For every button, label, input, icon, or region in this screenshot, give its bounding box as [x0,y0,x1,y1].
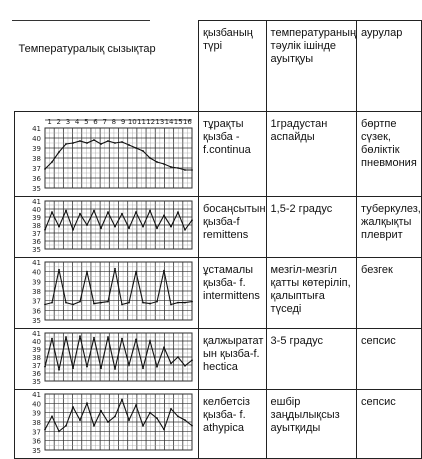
y-tick-label: 39 [32,144,41,153]
y-tick-label: 40 [32,337,41,346]
temperature-point [191,169,193,171]
table-row [15,111,422,196]
fever-type-cell: ұстамалы қызба- f. intermittens [199,257,267,328]
temperature-point [44,303,46,305]
y-tick-label: 41 [32,197,41,206]
temperature-point [135,404,137,406]
y-tick-label: 36 [32,306,41,315]
temperature-point [44,168,46,170]
y-tick-label: 40 [32,268,41,277]
temperature-point [93,209,95,211]
temperature-point [51,211,53,213]
temperature-point [107,336,109,338]
temperature-point [58,225,60,227]
temperature-point [142,367,144,369]
y-tick-label: 41 [32,124,41,133]
temperature-point [107,421,109,423]
header-daily-range: температураның тәулік ішінде ауытқуы [266,21,357,112]
day-label: 11 [137,117,146,126]
temperature-point [156,417,158,419]
temperature-point [107,211,109,213]
temperature-point [184,419,186,421]
temperature-point [100,367,102,369]
temperature-point [93,336,95,338]
chart-cell [15,389,199,458]
temperature-point [51,161,53,163]
disease-cell: туберкулез, жалқықты плеврит [357,196,422,257]
table-row [15,196,422,257]
table-row [15,389,422,458]
temperature-point [58,268,60,270]
temperature-curve-chart [15,112,198,192]
y-tick-label: 40 [32,134,41,143]
temperature-point [177,356,179,358]
temperature-point [72,142,74,144]
day-label: 9 [120,117,126,126]
temperature-point [135,338,137,340]
temperature-point [121,212,123,214]
fever-type-cell: қалжыратат ын қызба-f. hectica [199,328,267,389]
y-tick-label: 35 [32,184,41,193]
temperature-point [128,419,130,421]
y-tick-label: 38 [32,353,41,362]
temperature-point [51,301,53,303]
y-tick-label: 38 [32,221,41,230]
temperature-point [149,209,151,211]
temperature-point [79,419,81,421]
day-label: 6 [93,117,98,126]
temperature-point [177,167,179,169]
table-row [15,257,422,328]
temperature-point [149,157,151,159]
temperature-point [184,228,186,230]
temperature-point [184,301,186,303]
temperature-point [128,144,130,146]
temperature-point [58,430,60,432]
y-tick-label: 36 [32,437,41,446]
temperature-point [170,408,172,410]
y-tick-label: 39 [32,277,41,286]
temperature-point [170,303,172,305]
temperature-point [93,302,95,304]
temperature-point [149,302,151,304]
temperature-point [79,212,81,214]
day-label: 1 [47,117,52,126]
day-label: 13 [155,117,165,126]
chart-cell [15,196,199,257]
y-tick-label: 37 [32,361,41,370]
disease-cell: бөртпе сүзек, бөліктік пневмония [357,111,422,196]
y-tick-label: 35 [32,377,41,386]
temperature-point [86,402,88,404]
fever-range-cell: ешбір заңдылықсыз ауытқиды [266,389,357,458]
temperature-point [177,211,179,213]
temperature-point [163,346,165,348]
chart-cell [15,111,199,196]
table-row [15,328,422,389]
temperature-point [184,364,186,366]
temperature-point [177,415,179,417]
disease-cell: сепсис [357,389,422,458]
temperature-point [191,219,193,221]
temperature-point [156,227,158,229]
temperature-point [65,209,67,211]
temperature-point [156,365,158,367]
fever-type-cell: босаңсытын қызба-f remittens [199,196,267,257]
temperature-point [142,301,144,303]
temperature-point [191,300,193,302]
y-tick-label: 36 [32,369,41,378]
day-label: 8 [111,117,117,126]
chart-cell [15,328,199,389]
temperature-point [170,225,172,227]
temperature-point [100,143,102,145]
temperature-point [58,151,60,153]
temperature-point [44,428,46,430]
temperature-point [114,267,116,269]
temperature-point [72,406,74,408]
temperature-point [114,415,116,417]
temperature-point [163,428,165,430]
disease-cell: безгек [357,257,422,328]
y-tick-label: 36 [32,237,41,246]
fever-type-cell: тұрақты қызба - f.continua [199,111,267,196]
temperature-curve-chart [15,329,198,385]
temperature-point [72,367,74,369]
temperature-curve-chart [15,390,198,454]
temperature-point [170,362,172,364]
day-label: 2 [56,117,62,126]
temperature-point [142,225,144,227]
temperature-curve-chart [15,197,198,253]
y-tick-label: 38 [32,154,41,163]
day-label: 5 [84,117,89,126]
fever-range-cell: 1градустан аспайды [266,111,357,196]
y-tick-label: 37 [32,297,41,306]
temperature-point [121,141,123,143]
fever-types-table [14,20,422,459]
temperature-point [100,409,102,411]
temperature-point [86,142,88,144]
temperature-point [191,359,193,361]
temperature-point [44,365,46,367]
temperature-point [79,300,81,302]
temperature-point [100,301,102,303]
table-header-row [15,21,422,112]
temperature-point [65,336,67,338]
temperature-point [184,169,186,171]
y-tick-label: 41 [32,390,41,399]
header-curves: Температуралық сызықтар [15,21,199,112]
day-label: 10 [127,117,137,126]
y-tick-label: 37 [32,164,41,173]
temperature-point [107,300,109,302]
y-tick-label: 37 [32,427,41,436]
temperature-point [86,365,88,367]
fever-range-cell: 3-5 градус [266,328,357,389]
temperature-point [65,301,67,303]
fever-range-cell: мезгіл-мезгіл қатты көтеріліп, қалыптыға түседі [266,257,357,328]
day-label: 12 [146,117,156,126]
temperature-point [79,140,81,142]
temperature-point [170,166,172,168]
header-diseases: аурулар [357,21,422,112]
temperature-point [86,270,88,272]
temperature-point [51,415,53,417]
temperature-point [114,142,116,144]
temperature-point [51,337,53,339]
temperature-point [100,227,102,229]
temperature-point [114,368,116,370]
temperature-point [65,143,67,145]
temperature-point [58,368,60,370]
y-tick-label: 37 [32,229,41,238]
y-tick-label: 39 [32,345,41,354]
temperature-point [72,228,74,230]
temperature-point [72,303,74,305]
fever-range-cell: 1,5-2 градус [266,196,357,257]
temperature-point [79,335,81,337]
temperature-point [142,424,144,426]
y-tick-label: 35 [32,446,41,455]
temperature-point [156,161,158,163]
y-tick-label: 38 [32,418,41,427]
temperature-point [177,301,179,303]
day-label: 15 [173,117,183,126]
temperature-point [128,301,130,303]
temperature-point [135,211,137,213]
temperature-point [128,227,130,229]
temperature-point [93,424,95,426]
header-type: қызбаның түрі [199,21,267,112]
temperature-point [156,300,158,302]
temperature-point [114,225,116,227]
temperature-point [121,303,123,305]
temperature-point [135,147,137,149]
temperature-point [107,140,109,142]
y-tick-label: 40 [32,205,41,214]
disease-cell: сепсис [357,328,422,389]
y-tick-label: 40 [32,399,41,408]
temperature-point [149,411,151,413]
y-tick-label: 35 [32,245,41,254]
day-label: 4 [74,117,80,126]
day-label: 7 [102,117,107,126]
y-tick-label: 41 [32,329,41,338]
day-label: 3 [65,117,71,126]
y-tick-label: 36 [32,174,41,183]
temperature-point [135,270,137,272]
temperature-point [128,364,130,366]
day-label: 14 [164,117,174,126]
fever-type-cell: келбетсіз қызба- f. athypica [199,389,267,458]
temperature-point [163,163,165,165]
temperature-curve-chart [15,258,198,324]
temperature-point [191,424,193,426]
y-tick-label: 41 [32,258,41,267]
temperature-point [44,228,46,230]
temperature-point [65,424,67,426]
temperature-point [163,214,165,216]
temperature-point [86,224,88,226]
temperature-point [93,139,95,141]
day-label: 16 [182,117,192,126]
y-tick-label: 35 [32,316,41,325]
temperature-point [163,269,165,271]
y-tick-label: 39 [32,213,41,222]
y-tick-label: 38 [32,287,41,296]
chart-cell [15,257,199,328]
temperature-point [142,150,144,152]
temperature-point [121,337,123,339]
temperature-point [149,340,151,342]
y-tick-label: 39 [32,409,41,418]
temperature-point [121,398,123,400]
